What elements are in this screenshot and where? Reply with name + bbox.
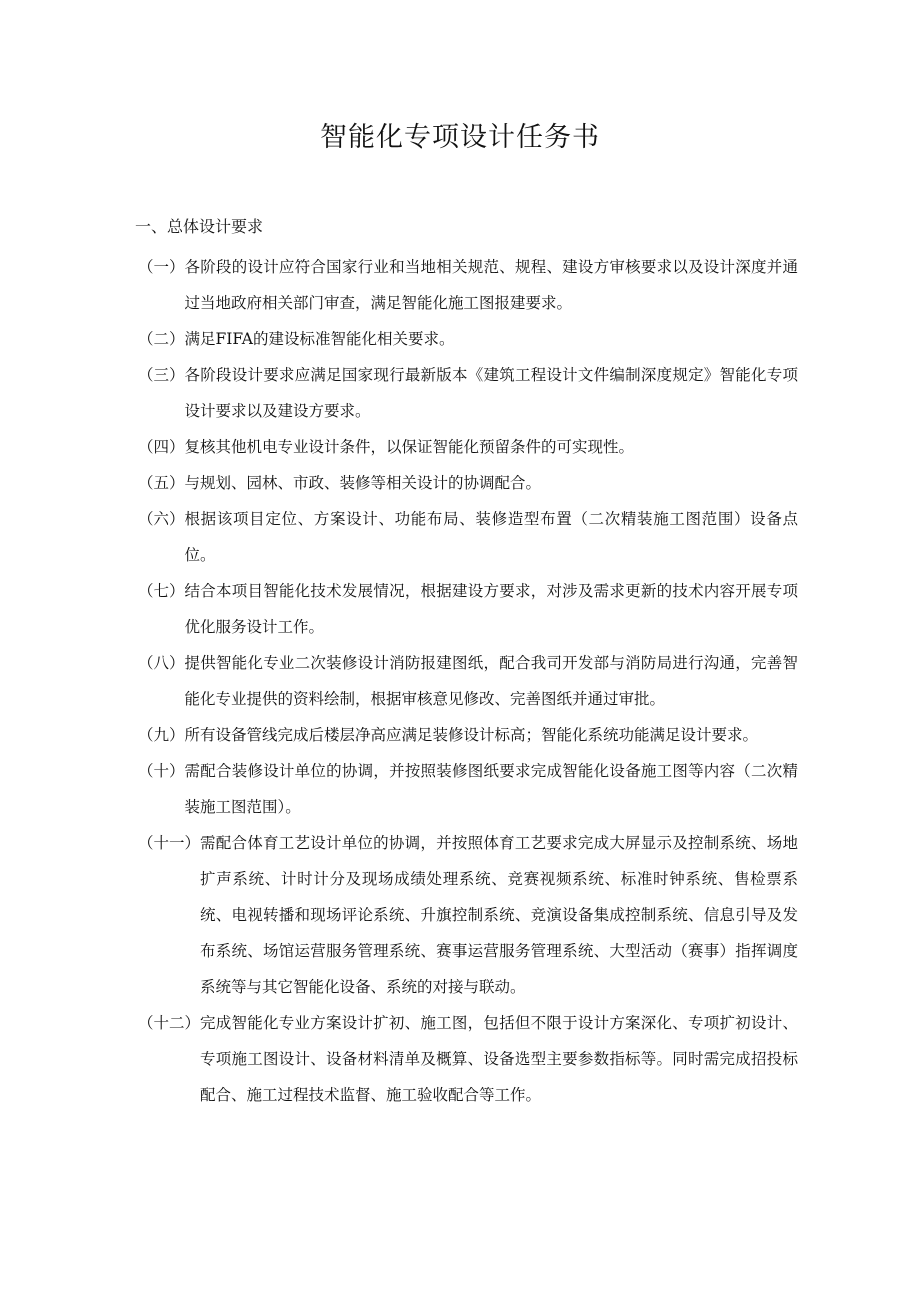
item-text: 结合本项目智能化技术发展情况，根据建设方要求，对涉及需求更新的技术内容开展专项优化服务设计工作。 (184, 582, 798, 636)
item-number: （六） (138, 510, 185, 528)
item-number: （八） (138, 654, 185, 672)
item-text: 各阶段的设计应符合国家行业和当地相关规范、规程、建设方审核要求以及设计深度并通过当地政府相关部门审查，满足智能化施工图报建要求。 (184, 258, 798, 312)
requirements-list (138, 249, 798, 1113)
item-number: （一） (138, 258, 185, 276)
requirement-item (138, 717, 798, 753)
requirement-item (138, 429, 798, 465)
section-heading: 一、总体设计要求 (135, 217, 264, 236)
item-text: 需配合体育工艺设计单位的协调，并按照体育工艺要求完成大屏显示及控制系统、场地扩声系统、计时计分及现场成绩处理系统、竞赛视频系统、标准时钟系统、售检票系统、电视转播和现场评论系统、升旗控制系统、竞演设备集成控制系统、信息引导及发布系统、场馆运营服务管理系统、赛事运营服务管理系统、大型活动（赛事）指挥调度系统等与其它智能化设备、系统的对接与联动。 (200, 834, 798, 996)
item-text: 需配合装修设计单位的协调，并按照装修图纸要求完成智能化设备施工图等内容（二次精装施工图范围）。 (184, 762, 798, 816)
requirement-item (138, 501, 798, 573)
item-number: （三） (138, 366, 185, 384)
requirement-item (138, 249, 798, 321)
item-text: 完成智能化专业方案设计扩初、施工图，包括但不限于设计方案深化、专项扩初设计、专项施工图设计、设备材料清单及概算、设备选型主要参数指标等。同时需完成招投标配合、施工过程技术监督、施工验收配合等工作。 (200, 1014, 798, 1104)
item-number: （四） (138, 438, 185, 456)
item-text: 与规划、园林、市政、装修等相关设计的协调配合。 (184, 474, 542, 492)
requirement-item (138, 357, 798, 429)
requirement-item (138, 321, 798, 357)
item-number: （二） (138, 330, 185, 348)
document-title: 智能化专项设计任务书 (320, 122, 600, 153)
requirement-item (138, 573, 798, 645)
item-text: 满足FIFA的建设标准智能化相关要求。 (184, 330, 455, 348)
item-number: （十） (138, 762, 185, 780)
requirement-item (138, 645, 798, 717)
item-text: 所有设备管线完成后楼层净高应满足装修设计标高；智能化系统功能满足设计要求。 (184, 726, 759, 744)
item-text: 提供智能化专业二次装修设计消防报建图纸，配合我司开发部与消防局进行沟通，完善智能化专业提供的资料绘制，根据审核意见修改、完善图纸并通过审批。 (184, 654, 798, 708)
requirement-item (138, 1005, 798, 1113)
item-number: （十一） (138, 834, 201, 852)
item-text: 各阶段设计要求应满足国家现行最新版本《建筑工程设计文件编制深度规定》智能化专项设计要求以及建设方要求。 (184, 366, 798, 420)
item-text: 根据该项目定位、方案设计、功能布局、装修造型布置（二次精装施工图范围）设备点位。 (184, 510, 798, 564)
item-number: （十二） (138, 1014, 201, 1032)
requirement-item (138, 825, 798, 1005)
requirement-item (138, 753, 798, 825)
item-number: （九） (138, 726, 185, 744)
requirement-item (138, 465, 798, 501)
item-number: （五） (138, 474, 185, 492)
item-text: 复核其他机电专业设计条件，以保证智能化预留条件的可实现性。 (184, 438, 635, 456)
item-number: （七） (138, 582, 185, 600)
